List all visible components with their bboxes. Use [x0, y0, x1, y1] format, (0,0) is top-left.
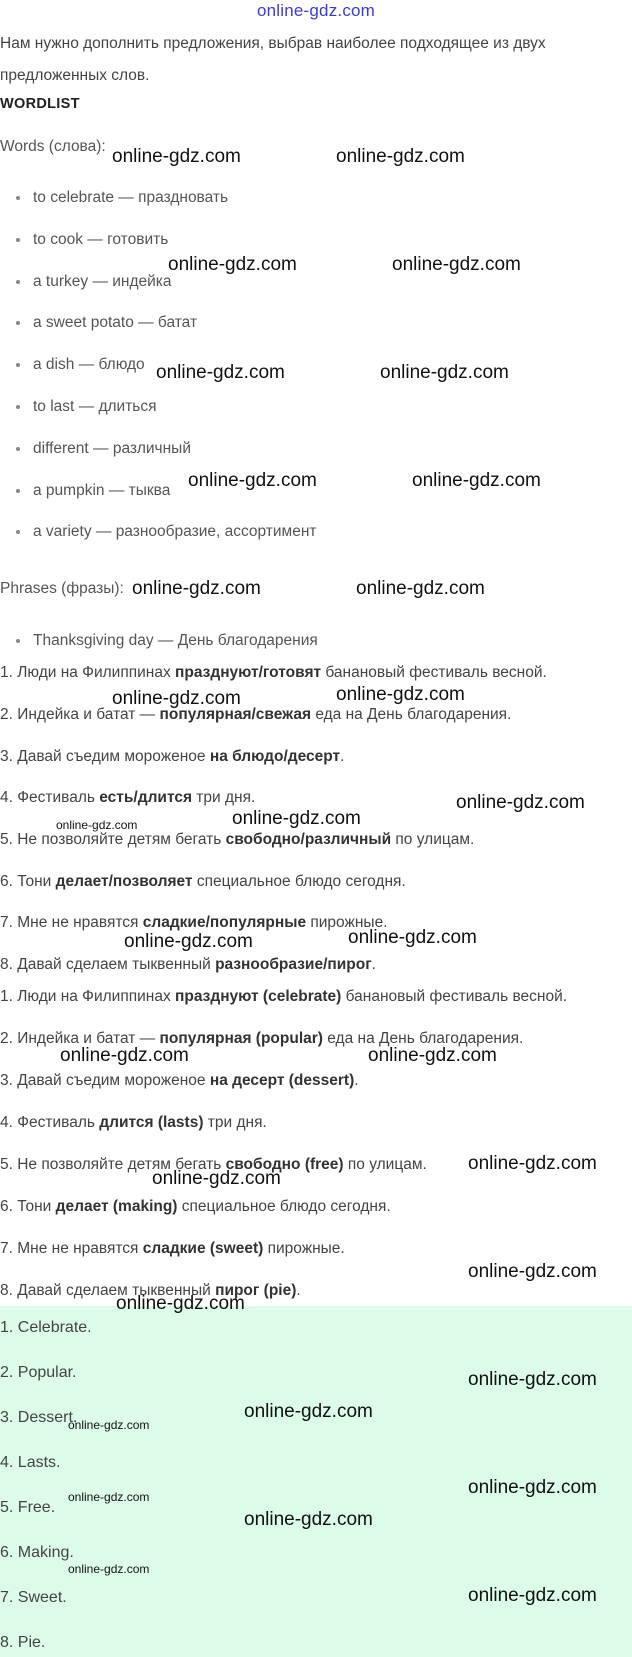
word-item: to celebrate — праздновать [0, 185, 317, 227]
watermark: online-gdz.com [468, 1369, 597, 1390]
exercise-sentence: 7. Мне не нравятся сладкие/популярные пирожные. [0, 914, 388, 931]
answer-item: 8. Pie. [0, 1634, 46, 1651]
translation-sentence: 6. Тони делает (making) специальное блюдо сегодня. [0, 1198, 391, 1215]
watermark: online-gdz.com [356, 578, 485, 599]
watermark: online-gdz.com [68, 1490, 150, 1504]
exercise-sentence: 6. Тони делает/позволяет специальное блюдо сегодня. [0, 873, 406, 890]
watermark: online-gdz.com [68, 1418, 150, 1432]
translation-sentence: 8. Давай сделаем тыквенный пирог (pie). [0, 1282, 301, 1299]
answer-item: 7. Sweet. [0, 1589, 67, 1606]
watermark: online-gdz.com [132, 578, 261, 599]
translation-sentence: 3. Давай съедим мороженое на десерт (dessert). [0, 1072, 359, 1089]
answer-item: 4. Lasts. [0, 1454, 61, 1471]
watermark: online-gdz.com [468, 1153, 597, 1174]
watermark: online-gdz.com [232, 808, 361, 829]
word-item: to last — длиться [0, 394, 317, 436]
watermark: online-gdz.com [468, 1477, 597, 1498]
word-item: a dish — блюдо [0, 352, 317, 394]
watermark: online-gdz.com [112, 688, 241, 709]
exercise-sentence: 3. Давай съедим мороженое на блюдо/десерт. [0, 748, 345, 765]
watermark: online-gdz.com [412, 470, 541, 491]
word-item: a pumpkin — тыква [0, 478, 317, 520]
watermark: online-gdz.com [336, 684, 465, 705]
watermark: online-gdz.com [392, 254, 521, 275]
answer-item: 5. Free. [0, 1499, 56, 1516]
answer-item: 2. Popular. [0, 1364, 77, 1381]
phrases-label: Phrases (фразы): [0, 580, 124, 597]
site-header[interactable]: online-gdz.com [256, 1, 376, 20]
wordlist-heading: WORDLIST [0, 96, 80, 112]
answer-item: 3. Dessert. [0, 1409, 78, 1426]
watermark: online-gdz.com [456, 792, 585, 813]
exercise-sentence: 2. Индейка и батат — популярная/свежая еда на День благодарения. [0, 706, 512, 723]
watermark: online-gdz.com [188, 470, 317, 491]
watermark: online-gdz.com [368, 1045, 497, 1066]
watermark: online-gdz.com [468, 1585, 597, 1606]
watermark: online-gdz.com [244, 1401, 373, 1422]
watermark: online-gdz.com [168, 254, 297, 275]
exercise-sentence: 5. Не позволяйте детям бегать свободно/различный по улицам. [0, 831, 475, 848]
translation-sentence: 1. Люди на Филиппинах празднуют (celebrate) банановый фестиваль весной. [0, 988, 568, 1005]
watermark: online-gdz.com [56, 818, 138, 832]
watermark: online-gdz.com [152, 1168, 281, 1189]
words-label: Words (слова): [0, 138, 106, 155]
translation-sentence: 7. Мне не нравятся сладкие (sweet) пирожные. [0, 1240, 345, 1257]
watermark: online-gdz.com [112, 146, 241, 167]
translation-sentence: 2. Индейка и батат — популярная (popular) еда на День благодарения. [0, 1030, 524, 1047]
watermark: online-gdz.com [468, 1261, 597, 1282]
translation-sentence: 4. Фестиваль длится (lasts) три дня. [0, 1114, 267, 1131]
word-item: a sweet potato — батат [0, 310, 317, 352]
watermark: online-gdz.com [68, 1562, 150, 1576]
word-item: a turkey — индейка [0, 269, 317, 311]
answer-item: 6. Making. [0, 1544, 74, 1561]
watermark: online-gdz.com [156, 362, 285, 383]
answer-item: 1. Celebrate. [0, 1319, 92, 1336]
word-item: different — различный [0, 436, 317, 478]
exercise-sentence: 4. Фестиваль есть/длится три дня. [0, 789, 256, 806]
exercise-sentence: 1. Люди на Филиппинах празднуют/готовят банановый фестиваль весной. [0, 664, 547, 681]
watermark: online-gdz.com [116, 1293, 245, 1314]
watermark: online-gdz.com [380, 362, 509, 383]
watermark: online-gdz.com [348, 927, 477, 948]
watermark: online-gdz.com [60, 1045, 189, 1066]
word-item: to cook — готовить [0, 227, 317, 269]
word-item: a variety — разнообразие, ассортимент [0, 519, 317, 561]
watermark: online-gdz.com [244, 1509, 373, 1530]
watermark: online-gdz.com [124, 931, 253, 952]
translation-sentence: 5. Не позволяйте детям бегать свободно (free) по улицам. [0, 1156, 427, 1173]
phrase-item: Thanksgiving day — День благодарения [0, 628, 318, 670]
exercise-sentence: 8. Давай сделаем тыквенный разнообразие/пирог. [0, 956, 376, 973]
intro-text: Нам нужно дополнить предложения, выбрав наиболее подходящее из двух предложенных слов. [0, 35, 546, 84]
watermark: online-gdz.com [336, 146, 465, 167]
